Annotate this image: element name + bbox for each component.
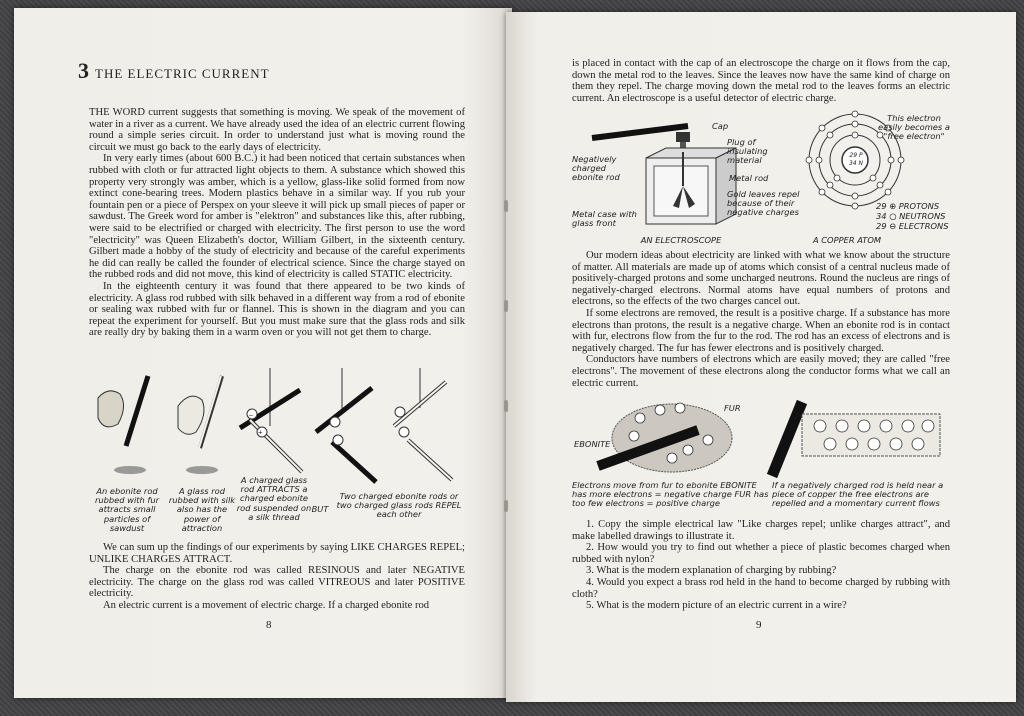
experiments-illustration <box>90 368 470 488</box>
paragraph: In the eighteenth century it was found that there appeared to be two kinds of electricity. A glass rod rubbed with silk behaved in a different way from a rod of ebonite or sealing wax rubbed with fur or flannel. This is shown in the diagram and you can repeat the experiment for yourself. But you must make sure that the glass rods and silk are really dry by baking them in a warm oven or you will not get them to charge. <box>89 280 465 339</box>
paragraph: We can sum up the findings of our experiments by saying LIKE CHARGES REPEL; UNLIKE CHARGES ATTRACT. <box>89 542 465 565</box>
paragraph: If some electrons are removed, the result is a positive charge. If a substance has more electrons than protons, the result is a negative charge. When an ebonite rod is in contact with fur, electrons flow from the fur to the rod. The rod has an excess of electrons and is negatively charged. The fur has fewer electrons and is positively charged. <box>572 307 950 354</box>
label-nucleus-p: 29 P <box>849 152 863 159</box>
paragraph: In very early times (about 600 B.C.) it had been noticed that certain substances when rubbed with cloth or fur attracted light objects to them. A substance which showed this property very strongly was amber, which is a yellow, glass-like solid formed from now extinct cone-bearing trees. Modern plastics behave in a similar way. If you rub your fountain pen or a piece of Perspex on your sleeve it will pick up small pieces of paper or sawdust. The Greek word for amber is "elektron" and substances like this, after rubbing, were said to be electrified or charged with electricity. The first person to use the word "electricity" was Queen Elizabeth's doctor, William Gilbert, in the sixteenth century. Gilbert made a hobby of the study of electricity and because of the careful experiments he did can really be called the founder of electrical science. Since the charge stayed on the rubbed rods and did not move, this kind of electricity is called STATIC electricity. <box>89 153 465 281</box>
binding-stitch <box>504 500 508 512</box>
label-neutrons: 34 ○ NEUTRONS <box>876 211 946 221</box>
label-nucleus-n: 34 N <box>848 160 864 167</box>
page-number-right: 9 <box>756 619 762 631</box>
svg-text:–: – <box>249 410 253 419</box>
label-metal-rod: Metal rod <box>729 173 769 183</box>
label-gold-leaves: Gold leaves repel because of their negative charges <box>727 189 800 218</box>
caption-glass-rod: A glass rod rubbed with silk also has the power of attraction <box>168 486 236 533</box>
atom-title: A COPPER ATOM <box>812 235 882 245</box>
paragraph: THE WORD current suggests that something is moving. We speak of the movement of water in a river as a current. We have already used the idea of an electric current flowing round a simple series circuit. In order to understand just what is moving round the circuit we must go back to the early days of electricity. <box>89 107 465 153</box>
caption-copper: If a negatively charged rod is held near a piece of copper the free electrons are repelled and a momentary current flows <box>772 480 944 509</box>
question-item: 2. How would you try to find out whether a piece of plastic becomes charged when rubbed with nylon? <box>572 542 950 565</box>
caption-ebonite-rod: An ebonite rod rubbed with fur attracts small particles of sawdust <box>94 486 160 533</box>
caption-attract: A charged glass rod ATTRACTS a charged ebonite rod suspended on a silk thread <box>236 475 312 522</box>
label-electrons: 29 ⊖ ELECTRONS <box>876 221 949 231</box>
label-metal-case: Metal case with glass front <box>572 209 637 229</box>
page-number-left: 8 <box>266 619 272 631</box>
fur-and-copper-diagram <box>572 396 952 480</box>
label-cap: Cap <box>712 121 729 131</box>
paragraph: is placed in contact with the cap of an electroscope the charge on it flows from the cap, down the metal rod to the leaves. Since the leaves now have the same kind of charge on them they repel. The charge moving down the metal rod to the leaves forms an electric current. An electroscope is a useful detector of electric charge. <box>572 58 950 104</box>
questions-list <box>572 519 950 612</box>
label-negative-rod: Negatively charged ebonite rod <box>572 154 620 183</box>
paragraph: Our modern ideas about electricity are linked with what we know about the structure of matter. All materials are made up of atoms which consist of a central nucleus made of positively-charged protons and some uncharged neutrons. Round the nucleus are rings of negatively-charged electrons. Normal atoms have equal numbers of protons and electrons, so the effects of the two charges cancel out. <box>572 250 950 308</box>
left-body-text <box>89 107 465 339</box>
label-fur: FUR <box>724 403 741 413</box>
label-ebonite: EBONITE <box>574 439 611 449</box>
paragraph: An electric current is a movement of electric charge. If a charged ebonite rod <box>103 599 430 611</box>
question-item: 3. What is the modern explanation of charging by rubbing? <box>586 565 837 577</box>
caption-repel: Two charged ebonite rods or two charged glass rods REPEL each other <box>336 491 462 520</box>
chapter-title: THE ELECTRIC CURRENT <box>95 66 270 81</box>
question-item: 4. Would you expect a brass rod held in the hand to become charged by rubbing with cloth? <box>572 576 950 600</box>
right-top-text <box>572 58 950 104</box>
question-item: 5. What is the modern picture of an electric current in a wire? <box>586 600 847 612</box>
svg-text:+: + <box>258 428 263 437</box>
label-free-electron: This electron easily becomes a "free electron" <box>878 113 950 142</box>
chapter-number: 3 <box>78 58 89 83</box>
label-plug: Plug of insulating material <box>727 137 768 166</box>
paragraph: The charge on the ebonite rod was called RESINOUS and later NEGATIVE electricity. The charge on the glass rod was called VITREOUS and later POSITIVE electricity. <box>89 565 465 600</box>
binding-stitch <box>504 200 508 212</box>
left-summary-text <box>89 542 465 612</box>
binding-stitch <box>504 300 508 312</box>
label-protons: 29 ⊕ PROTONS <box>876 201 940 211</box>
question-item: 1. Copy the simple electrical law "Like charges repel; unlike charges attract", and make labelled drawings to illustrate it. <box>572 519 950 542</box>
right-body-text <box>572 250 950 389</box>
electroscope-title: AN ELECTROSCOPE <box>640 235 722 245</box>
chapter-heading <box>78 58 270 84</box>
caption-but: BUT <box>311 504 329 514</box>
binding-stitch <box>504 400 508 412</box>
paragraph: Conductors have numbers of electrons which are easily moved; they are called "free electrons". The movement of these electrons along the conductor forms what we call an electric current. <box>572 354 950 389</box>
caption-fur-ebonite: Electrons move from fur to ebonite EBONITE has more electrons = negative charge FUR has too few electrons = positive charge <box>572 480 769 509</box>
